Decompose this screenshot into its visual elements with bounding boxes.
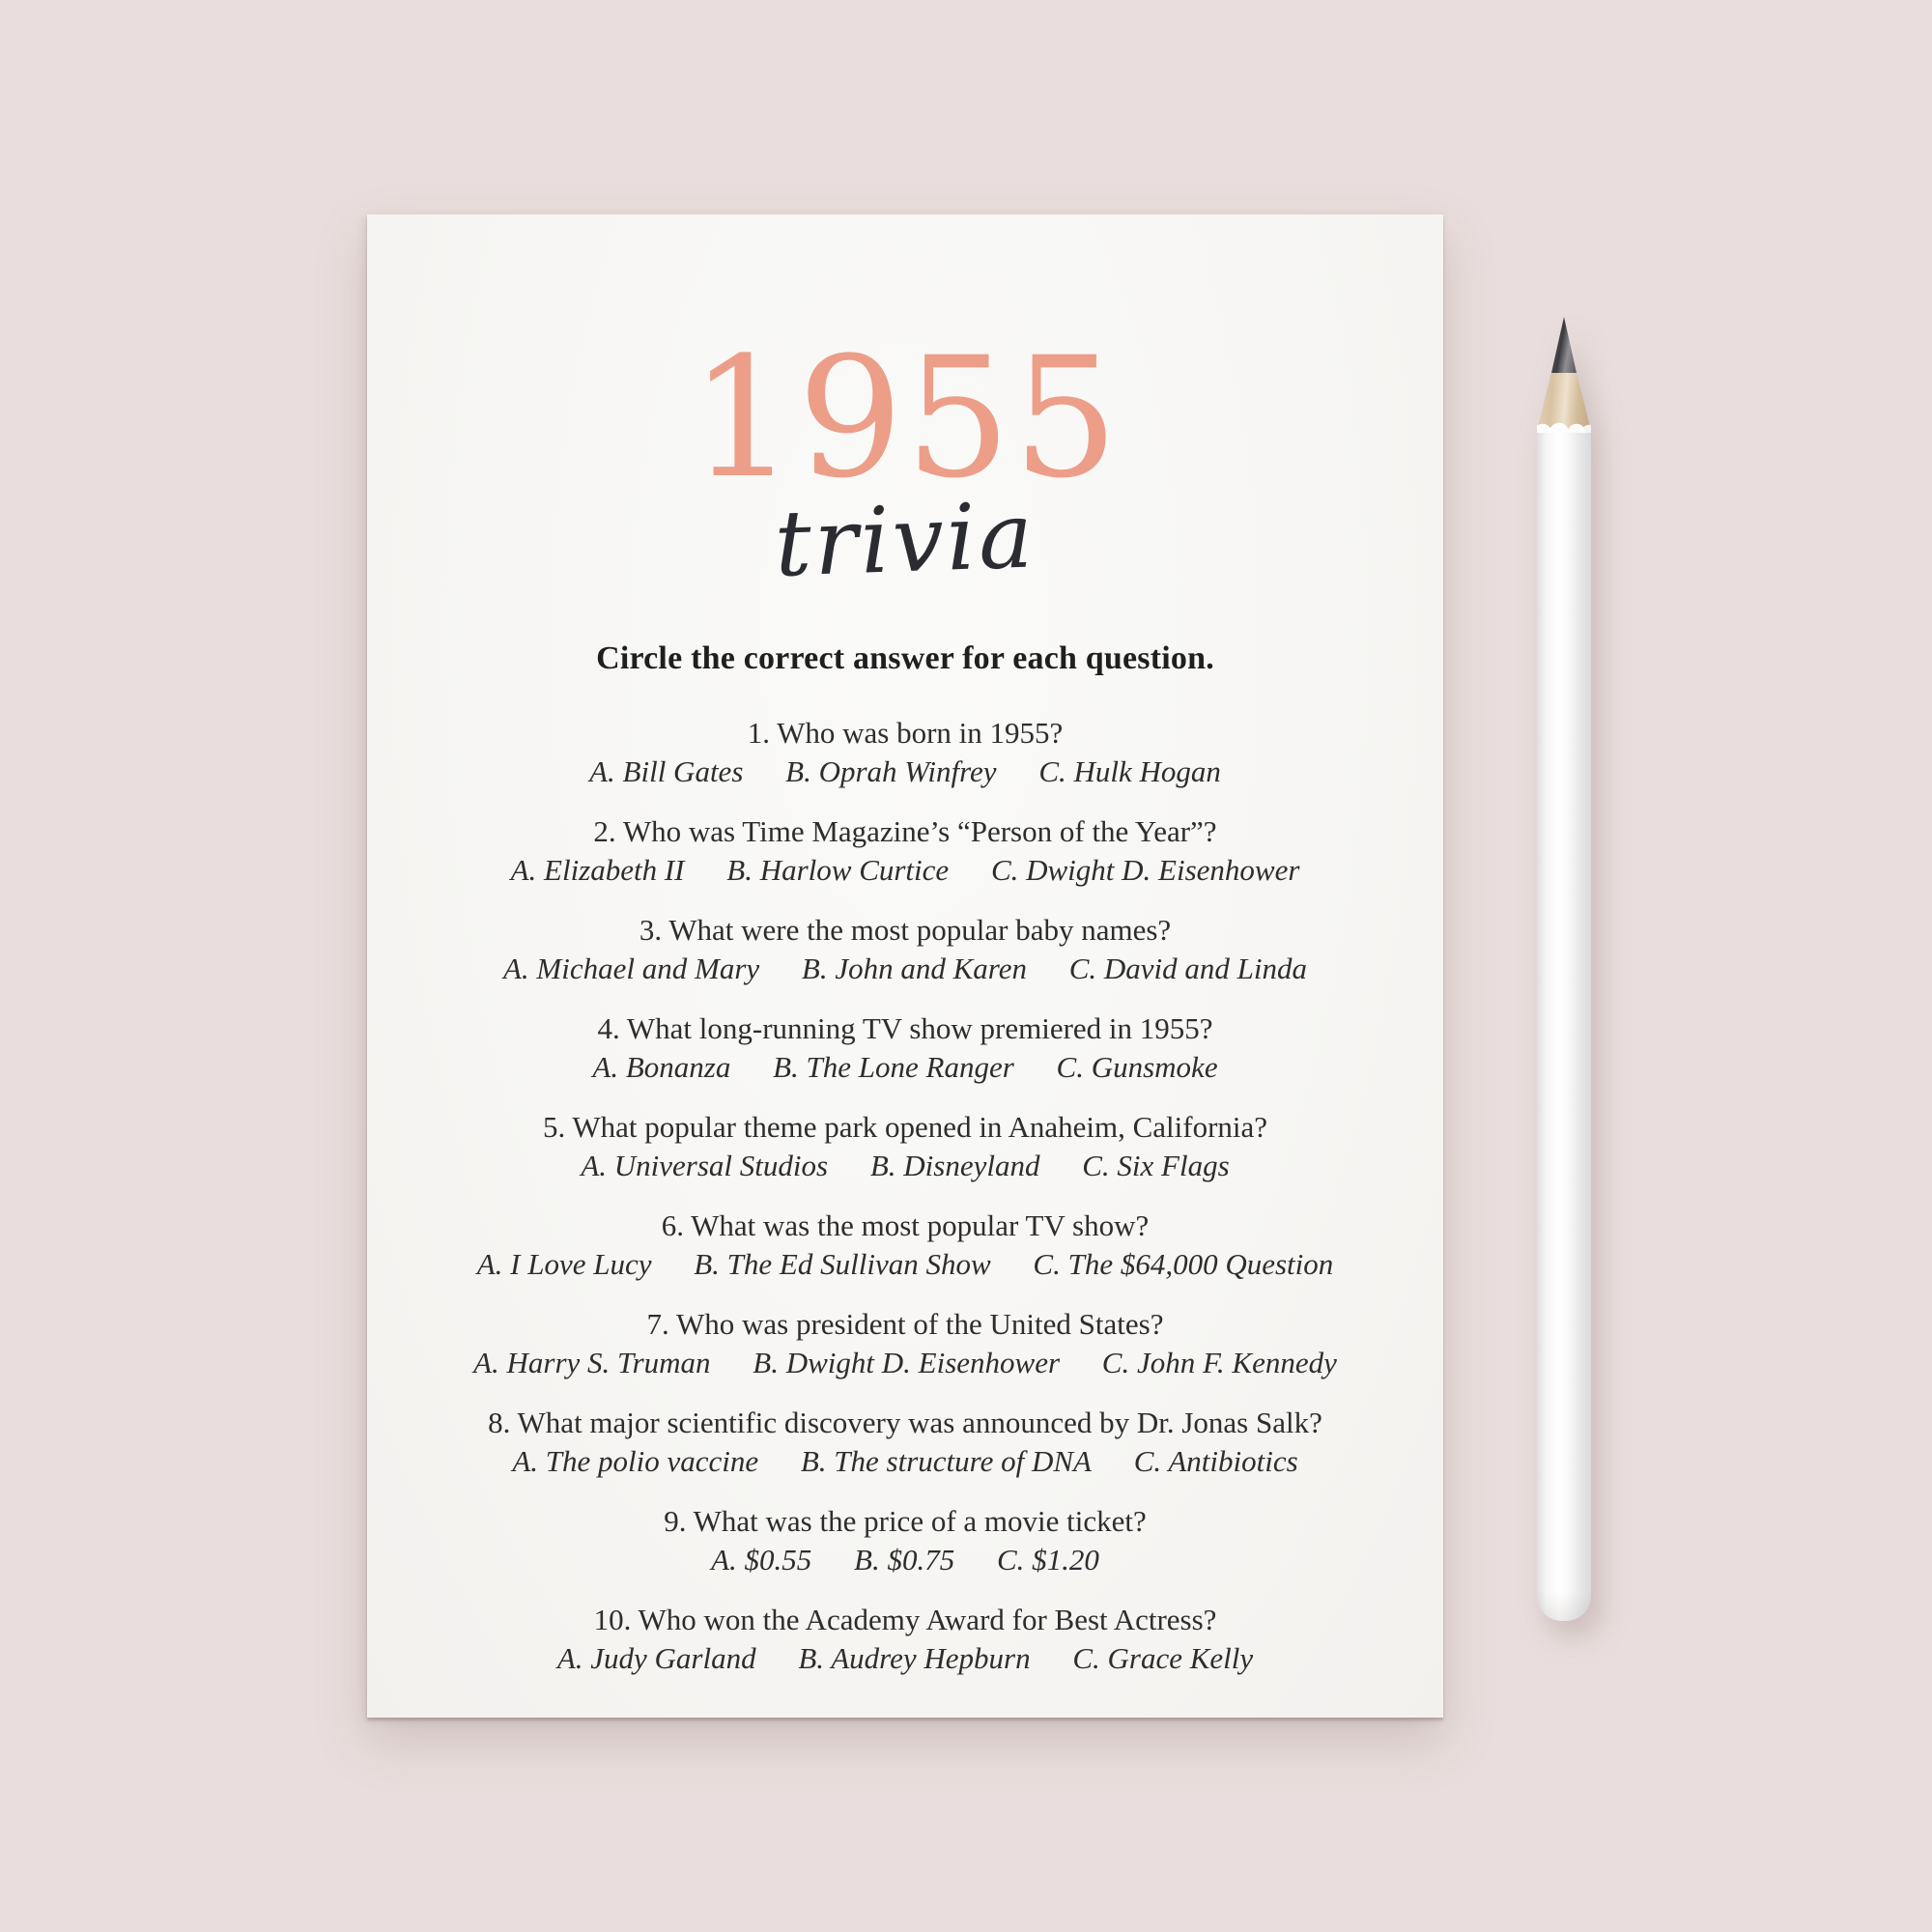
answer-option[interactable]: A. The polio vaccine: [512, 1444, 759, 1478]
answer-option[interactable]: B. John and Karen: [801, 952, 1027, 985]
answer-options: [384, 1443, 1426, 1480]
question-block-8: [384, 1405, 1426, 1480]
question-text: 4. What long-running TV show premiered in 1955?: [597, 1011, 1213, 1045]
question-block-6: [384, 1208, 1426, 1283]
question-block-3: [384, 912, 1426, 987]
question-block-1: [384, 715, 1426, 790]
question-text: 5. What popular theme park opened in Anaheim, California?: [542, 1110, 1268, 1144]
answer-option[interactable]: A. Elizabeth II: [510, 853, 685, 887]
answer-options: [384, 1542, 1426, 1578]
answer-option[interactable]: A. I Love Lucy: [476, 1247, 652, 1281]
question-text: 8. What major scientific discovery was announced by Dr. Jonas Salk?: [488, 1406, 1322, 1439]
answer-option[interactable]: C. Antibiotics: [1133, 1444, 1298, 1478]
question-text: 2. Who was Time Magazine’s “Person of the Year”?: [593, 814, 1217, 848]
answer-options: [384, 951, 1426, 987]
answer-option[interactable]: C. Hulk Hogan: [1038, 754, 1221, 788]
trivia-card: [367, 214, 1443, 1718]
title-year: 1955: [690, 321, 1121, 515]
answer-option[interactable]: B. Audrey Hepburn: [798, 1641, 1031, 1675]
pencil[interactable]: [1537, 317, 1591, 1621]
answer-option[interactable]: B. The structure of DNA: [800, 1444, 1092, 1478]
question-block-2: [384, 813, 1426, 889]
question-block-9: [384, 1503, 1426, 1578]
question-block-5: [384, 1109, 1426, 1184]
answer-options: [384, 1246, 1426, 1283]
question-text: 1. Who was born in 1955?: [747, 716, 1064, 750]
answer-option[interactable]: B. Disneyland: [869, 1149, 1040, 1182]
instruction-text: Circle the correct answer for each question.: [596, 640, 1214, 676]
question-text: 6. What was the most popular TV show?: [661, 1208, 1150, 1242]
answer-options: [384, 1148, 1426, 1184]
answer-options: [384, 852, 1426, 889]
answer-option[interactable]: A. Michael and Mary: [503, 952, 760, 985]
answer-option[interactable]: A. $0.55: [711, 1543, 812, 1577]
answer-option[interactable]: C. Grace Kelly: [1072, 1641, 1254, 1675]
question-text: 9. What was the price of a movie ticket?: [664, 1504, 1147, 1538]
pencil-body: [1537, 431, 1591, 1621]
answer-option[interactable]: B. Dwight D. Eisenhower: [753, 1346, 1061, 1379]
pencil-paint-edge: [1537, 417, 1591, 433]
answer-options: [384, 1345, 1426, 1381]
answer-option[interactable]: C. Dwight D. Eisenhower: [990, 853, 1300, 887]
answer-options: [384, 1640, 1426, 1677]
answer-option[interactable]: A. Harry S. Truman: [473, 1346, 711, 1379]
answer-option[interactable]: B. Harlow Curtice: [726, 853, 950, 887]
answer-option[interactable]: C. $1.20: [996, 1543, 1099, 1577]
answer-option[interactable]: B. $0.75: [854, 1543, 955, 1577]
pencil-graphite-tip: [1537, 317, 1591, 375]
answer-option[interactable]: B. The Lone Ranger: [773, 1050, 1014, 1084]
question-text: 3. What were the most popular baby names?: [639, 913, 1172, 947]
question-block-4: [384, 1010, 1426, 1086]
question-text: 7. Who was president of the United States?: [646, 1307, 1164, 1341]
answer-option[interactable]: C. The $64,000 Question: [1033, 1247, 1334, 1281]
answer-option[interactable]: A. Bonanza: [592, 1050, 731, 1084]
answer-option[interactable]: C. Gunsmoke: [1056, 1050, 1218, 1084]
answer-option[interactable]: B. The Ed Sullivan Show: [694, 1247, 991, 1281]
question-list: [384, 715, 1426, 1677]
answer-option[interactable]: A. Universal Studios: [581, 1149, 829, 1182]
answer-options: [384, 753, 1426, 790]
title-script: trivia: [773, 483, 1037, 598]
question-block-10: [384, 1602, 1426, 1677]
answer-option[interactable]: B. Oprah Winfrey: [785, 754, 997, 788]
answer-option[interactable]: A. Bill Gates: [589, 754, 744, 788]
answer-option[interactable]: A. Judy Garland: [556, 1641, 756, 1675]
question-block-7: [384, 1306, 1426, 1381]
question-text: 10. Who won the Academy Award for Best Actress?: [593, 1603, 1217, 1636]
answer-option[interactable]: C. David and Linda: [1068, 952, 1307, 985]
answer-option[interactable]: C. John F. Kennedy: [1101, 1346, 1337, 1379]
answer-options: [384, 1049, 1426, 1086]
answer-option[interactable]: C. Six Flags: [1082, 1149, 1230, 1182]
